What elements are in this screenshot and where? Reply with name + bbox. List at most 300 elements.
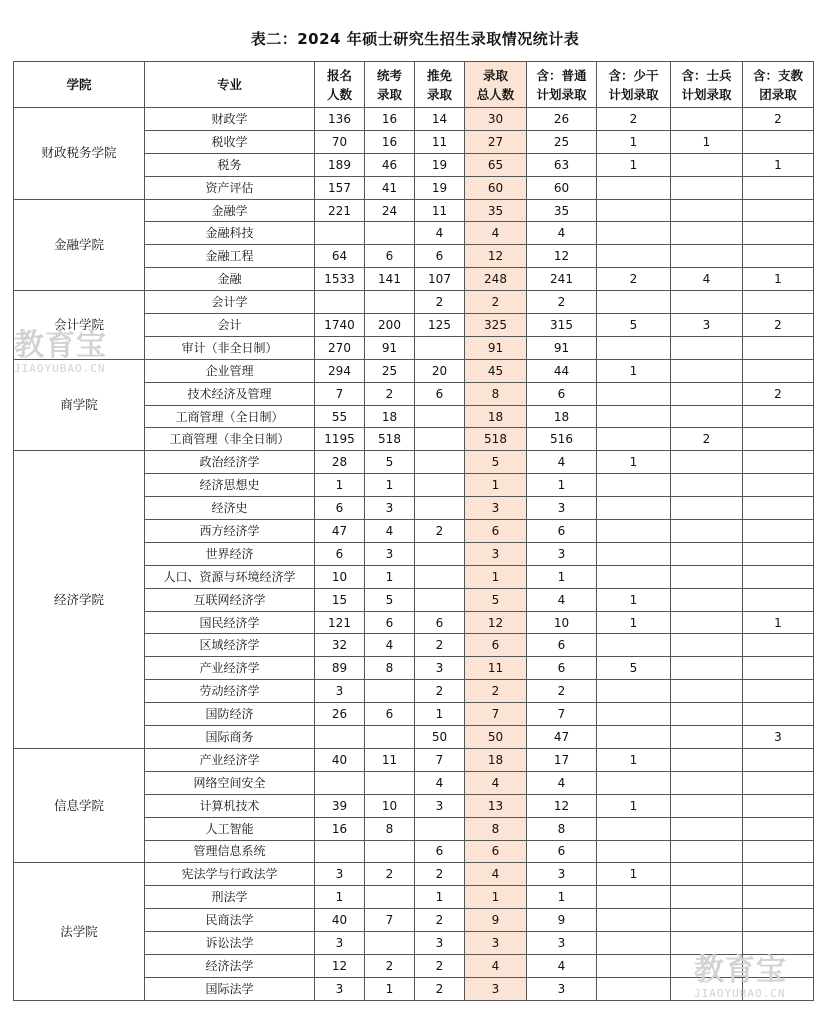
table-cell: 5 (597, 314, 671, 337)
table-cell (597, 954, 671, 977)
table-cell: 2 (415, 909, 465, 932)
major-name: 西方经济学 (145, 520, 315, 543)
table-cell: 8 (527, 817, 597, 840)
table-cell: 3 (465, 542, 527, 565)
table-cell (671, 817, 743, 840)
table-cell: 3 (527, 932, 597, 955)
table-cell (743, 474, 814, 497)
table-cell (671, 977, 743, 1000)
table-cell: 1 (365, 474, 415, 497)
table-cell: 55 (315, 405, 365, 428)
college-name: 金融学院 (14, 199, 145, 291)
table-cell: 3 (527, 977, 597, 1000)
page-title: 表二：2024 年硕士研究生招生录取情况统计表 (250, 30, 580, 48)
table-cell: 12 (465, 245, 527, 268)
table-cell (743, 909, 814, 932)
table-cell (743, 405, 814, 428)
table-cell (671, 588, 743, 611)
table-cell (671, 909, 743, 932)
table-cell (315, 726, 365, 749)
table-cell: 2 (415, 863, 465, 886)
watermark-text: 教育宝 (14, 328, 107, 363)
table-cell (671, 153, 743, 176)
table-cell: 6 (527, 657, 597, 680)
major-name: 财政学 (145, 108, 315, 131)
table-cell: 4 (365, 520, 415, 543)
table-cell: 5 (365, 588, 415, 611)
table-cell: 5 (365, 451, 415, 474)
table-cell: 2 (743, 108, 814, 131)
table-cell: 6 (415, 245, 465, 268)
table-cell (743, 359, 814, 382)
table-cell: 70 (315, 130, 365, 153)
table-cell: 3 (671, 314, 743, 337)
table-cell: 25 (365, 359, 415, 382)
table-cell: 518 (465, 428, 527, 451)
major-name: 审计（非全日制） (145, 336, 315, 359)
table-cell: 30 (465, 108, 527, 131)
column-header-line: 录取 (426, 86, 452, 102)
table-cell: 8 (365, 657, 415, 680)
table-cell: 18 (465, 405, 527, 428)
table-cell: 2 (743, 314, 814, 337)
table-cell (597, 840, 671, 863)
table-cell: 2 (465, 680, 527, 703)
table-cell: 4 (465, 954, 527, 977)
table-cell: 5 (597, 657, 671, 680)
column-header-line: 专业 (216, 77, 242, 92)
table-cell: 46 (365, 153, 415, 176)
table-cell: 3 (527, 497, 597, 520)
table-cell (743, 291, 814, 314)
table-row (14, 748, 814, 771)
table-cell: 3 (315, 932, 365, 955)
major-name: 刑法学 (145, 886, 315, 909)
major-name: 国防经济 (145, 703, 315, 726)
column-header (365, 62, 415, 108)
table-cell: 221 (315, 199, 365, 222)
table-cell: 1 (415, 886, 465, 909)
table-cell: 2 (365, 382, 415, 405)
table-cell: 6 (527, 840, 597, 863)
table-cell (597, 405, 671, 428)
table-cell: 4 (527, 771, 597, 794)
table-cell: 4 (465, 222, 527, 245)
table-cell: 89 (315, 657, 365, 680)
table-cell (597, 977, 671, 1000)
column-header-line: 人数 (326, 86, 352, 102)
table-cell (415, 817, 465, 840)
table-cell: 2 (597, 108, 671, 131)
table-cell: 518 (365, 428, 415, 451)
table-cell (671, 359, 743, 382)
table-cell: 3 (415, 932, 465, 955)
table-cell: 91 (465, 336, 527, 359)
table-cell: 1 (597, 748, 671, 771)
table-cell: 50 (465, 726, 527, 749)
table-cell (365, 680, 415, 703)
column-header-line: 含：少干 (608, 67, 659, 83)
table-cell: 3 (315, 977, 365, 1000)
table-cell: 64 (315, 245, 365, 268)
major-name: 网络空间安全 (145, 771, 315, 794)
table-cell (597, 771, 671, 794)
table-cell: 1 (465, 565, 527, 588)
table-cell: 248 (465, 268, 527, 291)
table-row (14, 451, 814, 474)
major-name: 企业管理 (145, 359, 315, 382)
table-cell: 35 (527, 199, 597, 222)
table-cell: 8 (365, 817, 415, 840)
column-header (527, 62, 597, 108)
table-cell (671, 176, 743, 199)
table-cell: 4 (527, 222, 597, 245)
table-cell (415, 588, 465, 611)
table-cell (671, 611, 743, 634)
college-name: 商学院 (14, 359, 145, 451)
table-cell: 1 (597, 153, 671, 176)
table-cell: 50 (415, 726, 465, 749)
table-cell (743, 794, 814, 817)
table-cell: 16 (315, 817, 365, 840)
table-cell (597, 199, 671, 222)
major-name: 诉讼法学 (145, 932, 315, 955)
table-cell: 1533 (315, 268, 365, 291)
table-cell: 6 (527, 634, 597, 657)
table-cell (315, 840, 365, 863)
table-cell: 4 (465, 771, 527, 794)
table-cell: 91 (365, 336, 415, 359)
table-cell (671, 497, 743, 520)
table-cell (597, 428, 671, 451)
table-cell: 1 (315, 474, 365, 497)
table-cell (743, 245, 814, 268)
table-cell (597, 886, 671, 909)
table-cell (743, 336, 814, 359)
table-cell: 4 (527, 451, 597, 474)
watermark-text: 教育宝 (694, 953, 787, 988)
table-cell: 4 (527, 954, 597, 977)
table-cell: 294 (315, 359, 365, 382)
table-cell: 3 (365, 542, 415, 565)
table-cell (743, 451, 814, 474)
major-name: 区域经济学 (145, 634, 315, 657)
college-name: 法学院 (14, 863, 145, 1000)
major-name: 人工智能 (145, 817, 315, 840)
table-cell: 1 (597, 359, 671, 382)
table-cell: 32 (315, 634, 365, 657)
table-row (14, 359, 814, 382)
table-cell (597, 497, 671, 520)
table-cell (671, 726, 743, 749)
table-cell: 325 (465, 314, 527, 337)
table-cell (597, 542, 671, 565)
table-cell (743, 771, 814, 794)
table-cell (671, 405, 743, 428)
table-cell: 3 (315, 863, 365, 886)
table-cell: 15 (315, 588, 365, 611)
table-cell: 2 (415, 680, 465, 703)
table-cell (415, 336, 465, 359)
table-cell (743, 222, 814, 245)
column-header (671, 62, 743, 108)
table-cell: 3 (315, 680, 365, 703)
column-header-line: 含：士兵 (681, 67, 732, 83)
table-cell: 3 (743, 726, 814, 749)
table-cell (597, 703, 671, 726)
table-cell (365, 291, 415, 314)
table-cell (365, 771, 415, 794)
table-cell: 7 (365, 909, 415, 932)
major-name: 宪法学与行政法学 (145, 863, 315, 886)
major-name: 经济史 (145, 497, 315, 520)
table-cell (597, 382, 671, 405)
table-cell: 44 (527, 359, 597, 382)
table-cell (415, 451, 465, 474)
table-cell (671, 245, 743, 268)
table-cell: 6 (527, 382, 597, 405)
table-cell: 11 (415, 199, 465, 222)
table-cell: 1 (415, 703, 465, 726)
table-cell (743, 542, 814, 565)
table-cell: 47 (527, 726, 597, 749)
header-row (14, 62, 814, 108)
table-cell: 4 (527, 588, 597, 611)
table-cell: 107 (415, 268, 465, 291)
table-cell (415, 405, 465, 428)
table-cell: 6 (527, 520, 597, 543)
table-cell: 40 (315, 748, 365, 771)
major-name: 金融工程 (145, 245, 315, 268)
table-cell: 3 (465, 932, 527, 955)
major-name: 国际商务 (145, 726, 315, 749)
table-cell (671, 520, 743, 543)
table-cell: 5 (465, 588, 527, 611)
column-header (415, 62, 465, 108)
table-cell: 10 (315, 565, 365, 588)
column-header (597, 62, 671, 108)
table-cell: 6 (365, 611, 415, 634)
table-cell: 1 (743, 153, 814, 176)
table-cell: 2 (527, 291, 597, 314)
table-cell (743, 565, 814, 588)
column-header-line: 推免 (426, 67, 452, 83)
table-cell: 12 (527, 794, 597, 817)
table-cell (743, 130, 814, 153)
table-cell: 40 (315, 909, 365, 932)
table-cell: 4 (365, 634, 415, 657)
table-cell: 18 (465, 748, 527, 771)
major-name: 金融 (145, 268, 315, 291)
table-cell: 5 (465, 451, 527, 474)
table-cell: 26 (315, 703, 365, 726)
table-cell: 65 (465, 153, 527, 176)
table-cell: 8 (465, 817, 527, 840)
column-header-line: 含：支教 (752, 67, 803, 83)
table-cell: 1 (597, 794, 671, 817)
table-cell (365, 726, 415, 749)
table-cell: 9 (465, 909, 527, 932)
table-cell: 35 (465, 199, 527, 222)
table-cell (743, 703, 814, 726)
table-cell: 6 (365, 245, 415, 268)
table-cell: 6 (465, 840, 527, 863)
table-cell: 315 (527, 314, 597, 337)
table-cell: 91 (527, 336, 597, 359)
table-cell (743, 176, 814, 199)
table-cell: 6 (415, 840, 465, 863)
table-cell: 11 (365, 748, 415, 771)
major-name: 政治经济学 (145, 451, 315, 474)
table-row (14, 863, 814, 886)
table-cell: 1195 (315, 428, 365, 451)
major-name: 会计 (145, 314, 315, 337)
table-cell (415, 542, 465, 565)
major-name: 税收学 (145, 130, 315, 153)
table-cell (743, 428, 814, 451)
table-cell: 3 (527, 542, 597, 565)
column-header-line: 团录取 (759, 86, 797, 102)
table-cell (671, 771, 743, 794)
table-cell: 121 (315, 611, 365, 634)
table-cell: 24 (365, 199, 415, 222)
table-cell: 9 (527, 909, 597, 932)
table-cell: 3 (527, 863, 597, 886)
table-cell (597, 680, 671, 703)
watermark-subtext: JIAOYUBAO.CN (694, 987, 786, 1000)
table-cell: 200 (365, 314, 415, 337)
major-name: 产业经济学 (145, 657, 315, 680)
table-cell: 63 (527, 153, 597, 176)
table-cell (671, 222, 743, 245)
table-cell (365, 840, 415, 863)
major-name: 会计学 (145, 291, 315, 314)
table-cell: 2 (597, 268, 671, 291)
major-name: 税务 (145, 153, 315, 176)
watermark-subtext: JIAOYUBAO.CN (14, 362, 106, 375)
table-cell (315, 291, 365, 314)
table-cell: 2 (743, 382, 814, 405)
column-header-line: 含：普通 (536, 67, 587, 83)
table-cell: 28 (315, 451, 365, 474)
table-cell: 1 (465, 474, 527, 497)
table-cell: 1 (527, 565, 597, 588)
table-cell (597, 291, 671, 314)
table-cell (671, 451, 743, 474)
table-cell: 1 (527, 886, 597, 909)
major-name: 互联网经济学 (145, 588, 315, 611)
table-cell: 1 (743, 268, 814, 291)
column-header-line: 报名 (326, 67, 352, 83)
table-cell: 3 (465, 977, 527, 1000)
table-cell: 41 (365, 176, 415, 199)
table-cell: 8 (465, 382, 527, 405)
table-cell: 60 (465, 176, 527, 199)
table-cell (597, 176, 671, 199)
table-cell: 19 (415, 176, 465, 199)
table-cell: 6 (465, 634, 527, 657)
column-header-line: 学院 (66, 77, 92, 92)
table-cell (671, 565, 743, 588)
table-cell (743, 520, 814, 543)
table-cell (671, 542, 743, 565)
table-cell (671, 886, 743, 909)
table-cell (743, 657, 814, 680)
column-header (743, 62, 814, 108)
table-cell: 47 (315, 520, 365, 543)
major-name: 民商法学 (145, 909, 315, 932)
table-cell (597, 909, 671, 932)
table-cell (671, 703, 743, 726)
table-cell (671, 954, 743, 977)
table-cell (365, 932, 415, 955)
table-cell: 125 (415, 314, 465, 337)
column-header-line: 计划录取 (681, 86, 732, 102)
table-cell: 18 (527, 405, 597, 428)
table-cell (743, 977, 814, 1000)
table-cell (671, 657, 743, 680)
college-name: 信息学院 (14, 748, 145, 862)
table-cell: 6 (415, 382, 465, 405)
table-cell: 1 (597, 130, 671, 153)
table-cell (743, 932, 814, 955)
table-cell (671, 840, 743, 863)
major-name: 工商管理（全日制） (145, 405, 315, 428)
table-cell: 2 (671, 428, 743, 451)
table-cell: 6 (315, 497, 365, 520)
major-name: 金融科技 (145, 222, 315, 245)
table-row (14, 291, 814, 314)
table-cell (597, 726, 671, 749)
table-cell (671, 382, 743, 405)
table-cell (671, 108, 743, 131)
table-cell (415, 428, 465, 451)
college-name: 经济学院 (14, 451, 145, 749)
table-cell: 10 (527, 611, 597, 634)
table-cell: 45 (465, 359, 527, 382)
table-cell: 1 (465, 886, 527, 909)
table-cell (743, 680, 814, 703)
table-cell (671, 932, 743, 955)
table-cell: 141 (365, 268, 415, 291)
table-cell: 11 (415, 130, 465, 153)
table-cell: 2 (527, 680, 597, 703)
table-cell: 6 (315, 542, 365, 565)
major-name: 工商管理（非全日制） (145, 428, 315, 451)
table-cell (743, 886, 814, 909)
table-cell: 1 (365, 565, 415, 588)
college-name: 会计学院 (14, 291, 145, 360)
table-cell: 2 (415, 634, 465, 657)
table-cell: 7 (415, 748, 465, 771)
table-cell: 189 (315, 153, 365, 176)
table-cell: 6 (415, 611, 465, 634)
table-cell: 136 (315, 108, 365, 131)
major-name: 人口、资源与环境经济学 (145, 565, 315, 588)
table-cell: 1 (597, 451, 671, 474)
table-cell (671, 291, 743, 314)
major-name: 计算机技术 (145, 794, 315, 817)
table-cell: 2 (415, 291, 465, 314)
table-cell (415, 497, 465, 520)
table-cell: 19 (415, 153, 465, 176)
column-header (465, 62, 527, 108)
column-header-line: 录取 (376, 86, 402, 102)
table-cell: 4 (415, 771, 465, 794)
major-name: 金融学 (145, 199, 315, 222)
table-cell: 2 (415, 520, 465, 543)
table-cell: 11 (465, 657, 527, 680)
